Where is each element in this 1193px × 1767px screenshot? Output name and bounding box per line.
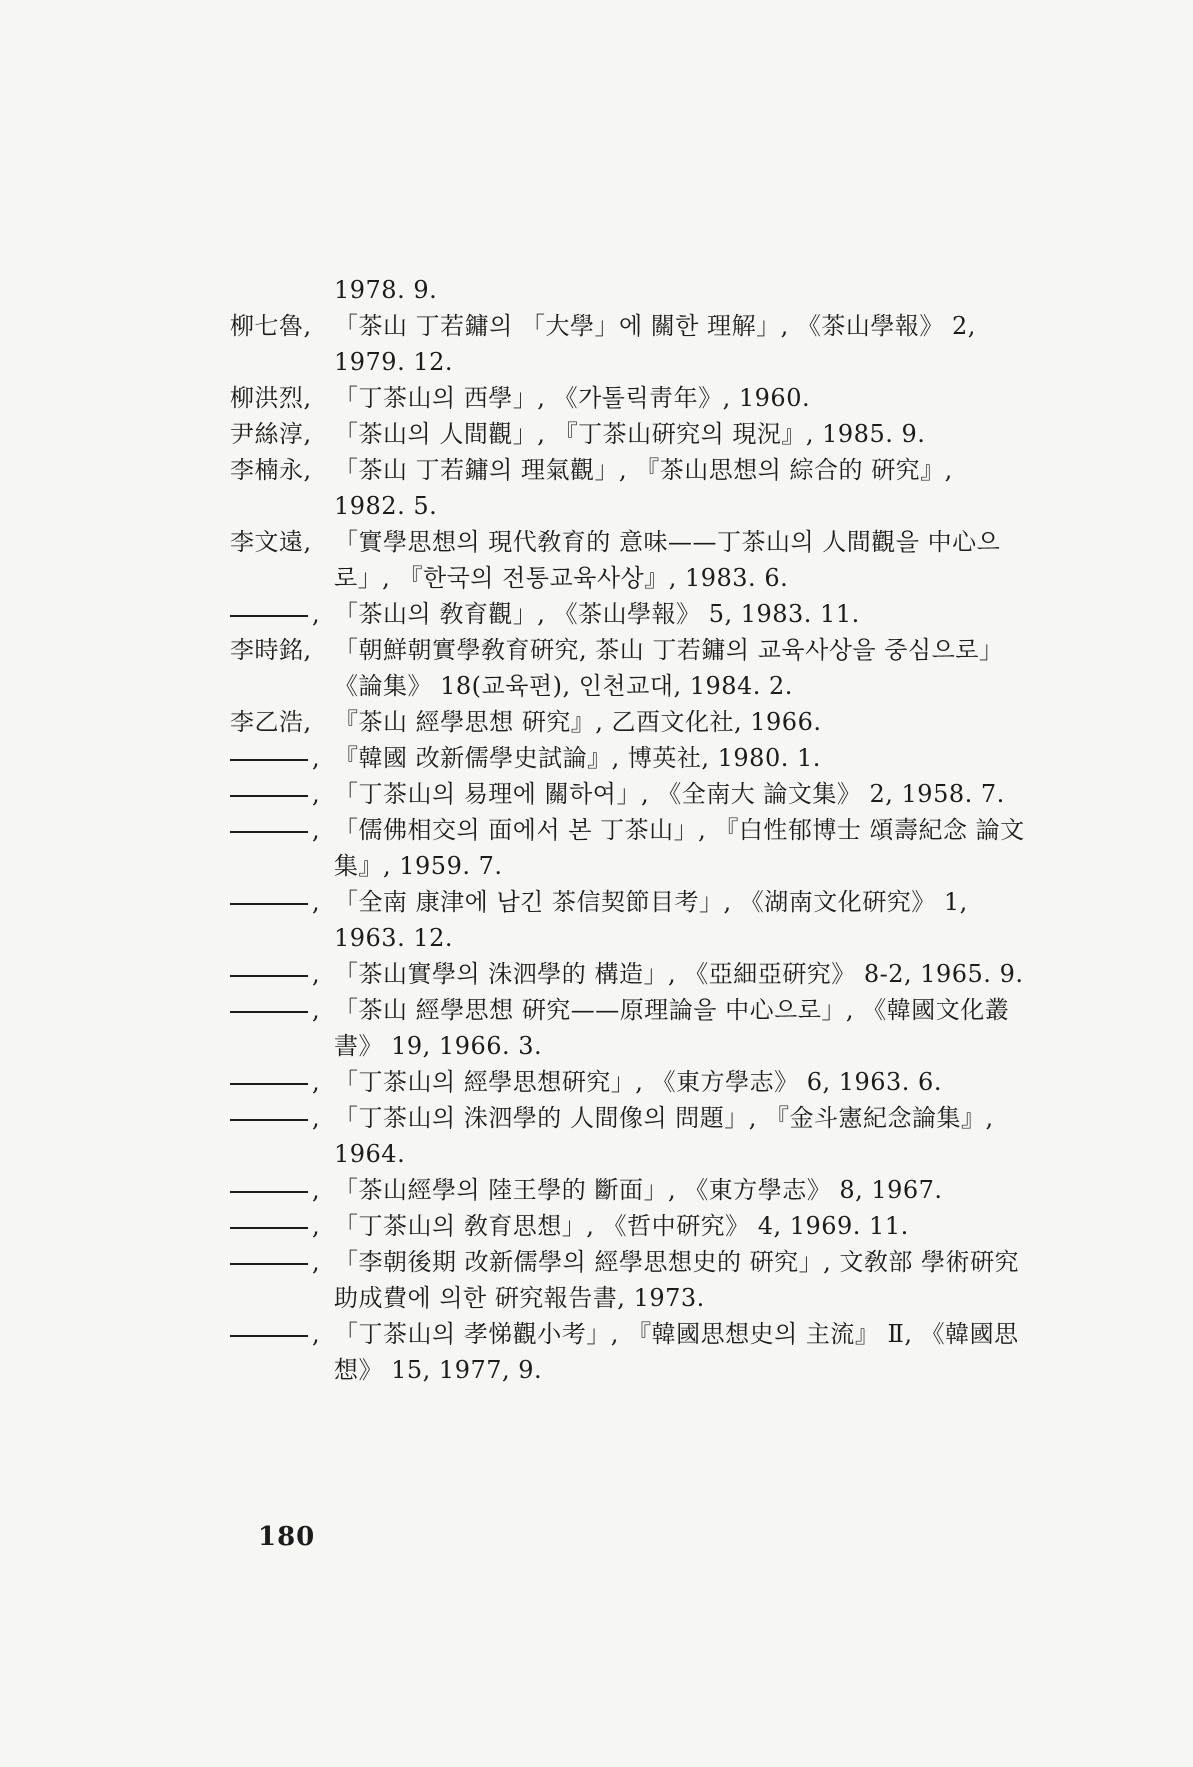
ditto-dash: ,: [230, 1208, 334, 1244]
ditto-dash: ,: [230, 740, 334, 776]
entry-text: 「茶山實學의 洙泗學的 構造」, 《亞細亞硏究》 8-2, 1965. 9.: [334, 960, 1024, 988]
entry-author: 柳洪烈,: [230, 384, 312, 412]
bibliography-entry: [230, 632, 1030, 704]
ditto-dash: ,: [230, 1100, 334, 1136]
entry-text: 「李朝後期 改新儒學의 經學思想史的 硏究」, 文敎部 學術硏究助成費에 의한 硏究報告書, 1973.: [334, 1248, 1019, 1312]
bibliography-entry: [230, 1244, 1030, 1316]
entry-text: 「全南 康津에 남긴 茶信契節目考」, 《湖南文化硏究》 1, 1963. 12.: [334, 888, 968, 952]
bibliography-list: [230, 272, 1030, 1388]
ditto-dash: ,: [230, 596, 334, 632]
entry-text: 「丁茶山의 經學思想硏究」, 《東方學志》 6, 1963. 6.: [334, 1068, 942, 1096]
bibliography-entry: [230, 1064, 1030, 1100]
bibliography-entry: [230, 740, 1030, 776]
entry-text: 「丁茶山의 西學」, 《가톨릭靑年》, 1960.: [334, 384, 811, 412]
entry-text: 「丁茶山의 敎育思想」, 《哲中硏究》 4, 1969. 11.: [334, 1212, 909, 1240]
bibliography-entry: [230, 1208, 1030, 1244]
ditto-dash: ,: [230, 884, 334, 920]
ditto-dash: ,: [230, 776, 334, 812]
ditto-dash: ,: [230, 956, 334, 992]
entry-text: 「茶山 丁若鏞의 理氣觀」, 『茶山思想의 綜合的 硏究』, 1982. 5.: [334, 456, 953, 520]
entry-text: 『茶山 經學思想 硏究』, 乙酉文化社, 1966.: [334, 708, 822, 736]
ditto-dash: ,: [230, 1316, 334, 1352]
entry-text: 「丁茶山의 洙泗學的 人間像의 問題」, 『金斗憲紀念論集』, 1964.: [334, 1104, 994, 1168]
ditto-dash: ,: [230, 1172, 334, 1208]
entry-text: 「茶山經學의 陸王學的 斷面」, 《東方學志》 8, 1967.: [334, 1176, 943, 1204]
ditto-dash: ,: [230, 1244, 334, 1280]
entry-text: 「茶山 經學思想 硏究——原理論을 中心으로」, 《韓國文化叢書》 19, 1966. 3.: [334, 996, 1010, 1060]
ditto-dash: ,: [230, 992, 334, 1028]
continuation-line: 1978. 9.: [334, 276, 438, 304]
ditto-dash: ,: [230, 812, 334, 848]
entry-author: 李楠永,: [230, 456, 312, 484]
ditto-dash: ,: [230, 1064, 334, 1100]
entry-text: 「丁茶山의 易理에 關하여」, 《全南大 論文集》 2, 1958. 7.: [334, 780, 1005, 808]
page-number: 180: [258, 1522, 316, 1552]
entry-text: 「朝鮮朝實學敎育硏究, 茶山 丁若鏞의 교육사상을 중심으로」 《論集》 18(교육편), 인천교대, 1984. 2.: [334, 636, 1004, 700]
bibliography-entry: [230, 1100, 1030, 1172]
entry-author: 柳七魯,: [230, 312, 312, 340]
entry-author: 李時銘,: [230, 636, 312, 664]
bibliography-entry: [230, 380, 1030, 416]
entry-author: 尹絲淳,: [230, 420, 312, 448]
bibliography-entry: [230, 1316, 1030, 1388]
bibliography-entry: [230, 1172, 1030, 1208]
entry-text: 「茶山 丁若鏞의 「大學」에 關한 理解」, 《茶山學報》 2, 1979. 12.: [334, 312, 976, 376]
entry-author: 李文遠,: [230, 528, 312, 556]
bibliography-entry: [230, 308, 1030, 380]
bibliography-entry: [230, 596, 1030, 632]
bibliography-entry: [230, 956, 1030, 992]
entry-text: 『韓國 改新儒學史試論』, 博英社, 1980. 1.: [334, 744, 821, 772]
entry-text: 「儒佛相交의 面에서 본 丁茶山」, 『白性郁博士 頌壽紀念 論文集』, 1959. 7.: [334, 816, 1025, 880]
bibliography-entry: [230, 416, 1030, 452]
bibliography-entry: [230, 704, 1030, 740]
entry-text: 「茶山의 敎育觀」, 《茶山學報》 5, 1983. 11.: [334, 600, 860, 628]
bibliography-entry: [230, 812, 1030, 884]
bibliography-entry: [230, 524, 1030, 596]
bibliography-entry: [230, 452, 1030, 524]
entry-text: 「丁茶山의 孝悌觀小考」, 『韓國思想史의 主流』 Ⅱ, 《韓國思想》 15, 1977, 9.: [334, 1320, 1019, 1384]
bibliography-entry: [230, 776, 1030, 812]
entry-text: 「實學思想의 現代敎育的 意味——丁茶山의 人間觀을 中心으로」, 『한국의 전통교육사상』, 1983. 6.: [334, 528, 1001, 592]
entry-text: 「茶山의 人間觀」, 『丁茶山硏究의 現況』, 1985. 9.: [334, 420, 926, 448]
entry-author: 李乙浩,: [230, 708, 312, 736]
bibliography-entry: [230, 884, 1030, 956]
bibliography-entry: [230, 992, 1030, 1064]
